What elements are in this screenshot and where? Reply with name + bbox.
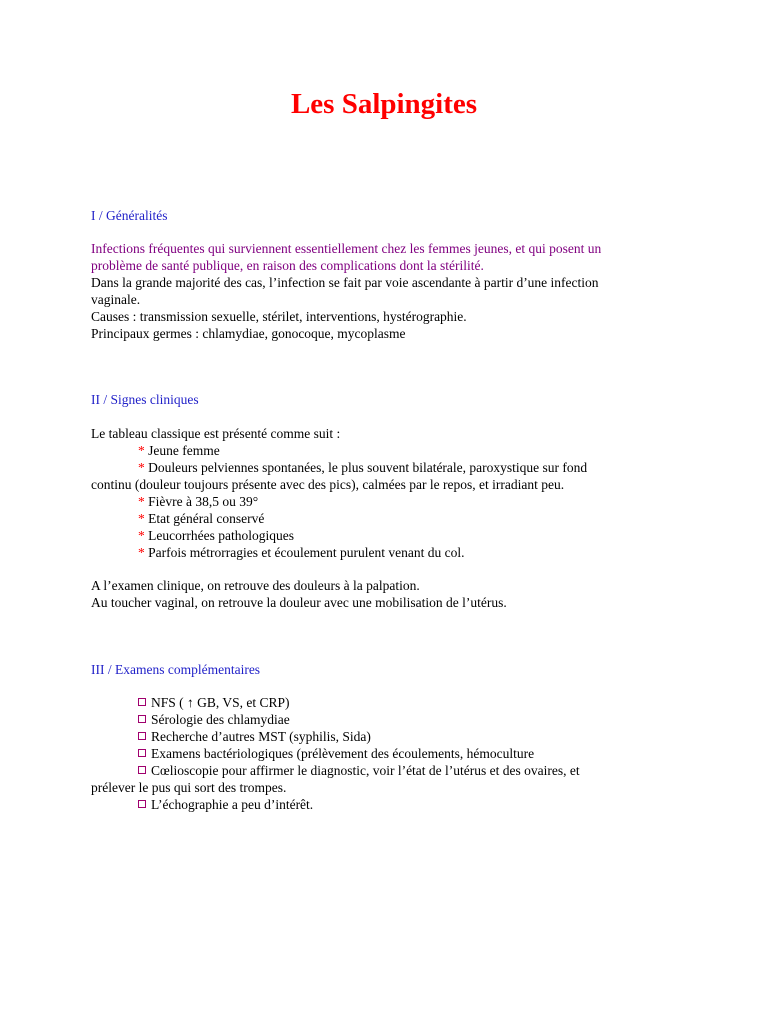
list-item-text: Leucorrhées pathologiques (148, 528, 294, 543)
list-item (138, 442, 220, 459)
paragraph-line: problème de santé publique, en raison des complications dont la stérilité. (91, 258, 484, 273)
page-title: Les Salpingites (290, 88, 478, 120)
list-item-text: Douleurs pelviennes spontanées, le plus souvent bilatérale, paroxystique sur fond (148, 460, 588, 475)
square-bullet-icon (138, 766, 146, 774)
asterisk-bullet-icon: * (138, 494, 145, 509)
list-item (138, 728, 371, 745)
list-item-text: L’échographie a peu d’intérêt. (151, 797, 314, 812)
square-bullet-icon (138, 732, 146, 740)
germes-line: Principaux germes : chlamydiae, gonocoque, mycoplasme (91, 326, 406, 341)
asterisk-bullet-icon: * (138, 511, 145, 526)
list-item-text: NFS ( ↑ GB, VS, et CRP) (151, 695, 290, 710)
list-item-text: Sérologie des chlamydiae (151, 712, 290, 727)
list-item-text: Recherche d’autres MST (syphilis, Sida) (151, 729, 371, 744)
square-bullet-icon (138, 800, 146, 808)
list-item-text: Parfois métrorragies et écoulement purulent venant du col. (148, 545, 465, 560)
section-heading-examens: III / Examens complémentaires (91, 662, 261, 677)
list-item-text: Cœlioscopie pour affirmer le diagnostic, voir l’état de l’utérus et des ovaires, et (151, 763, 580, 778)
asterisk-bullet-icon: * (138, 528, 145, 543)
asterisk-bullet-icon: * (138, 460, 145, 475)
asterisk-bullet-icon: * (138, 443, 145, 458)
list-item-continuation: continu (douleur toujours présente avec des pics), calmées par le repos, et irradiant peu. (91, 477, 565, 492)
list-item (138, 796, 313, 813)
exam-line: A l’examen clinique, on retrouve des douleurs à la palpation. (91, 578, 420, 593)
list-item (138, 762, 580, 779)
list-item (138, 510, 264, 527)
list-item-continuation: prélever le pus qui sort des trompes. (91, 780, 287, 795)
square-bullet-icon (138, 715, 146, 723)
causes-line: Causes : transmission sexuelle, stérilet, interventions, hystérographie. (91, 309, 467, 324)
square-bullet-icon (138, 749, 146, 757)
list-item (138, 694, 290, 711)
list-item-text: Jeune femme (148, 443, 220, 458)
list-item-text: Examens bactériologiques (prélèvement des écoulements, hémoculture (151, 746, 535, 761)
paragraph-line: vaginale. (91, 292, 141, 307)
paragraph-line: Dans la grande majorité des cas, l’infection se fait par voie ascendante à partir d’une infection (91, 275, 599, 290)
exam-line: Au toucher vaginal, on retrouve la douleur avec une mobilisation de l’utérus. (91, 595, 507, 610)
list-item-text: Etat général conservé (148, 511, 265, 526)
asterisk-bullet-icon: * (138, 545, 145, 560)
list-item (138, 544, 465, 561)
list-item (138, 711, 290, 728)
section-heading-generalites: I / Généralités (91, 208, 168, 223)
list-item (138, 527, 294, 544)
list-item (138, 459, 587, 476)
list-item-text: Fièvre à 38,5 ou 39° (148, 494, 259, 509)
list-item (138, 493, 258, 510)
intro-line: Le tableau classique est présenté comme suit : (91, 426, 341, 441)
paragraph-line: Infections fréquentes qui surviennent essentiellement chez les femmes jeunes, et qui posent un (91, 241, 602, 256)
section-heading-signes-cliniques: II / Signes cliniques (91, 392, 199, 407)
list-item (138, 745, 534, 762)
square-bullet-icon (138, 698, 146, 706)
